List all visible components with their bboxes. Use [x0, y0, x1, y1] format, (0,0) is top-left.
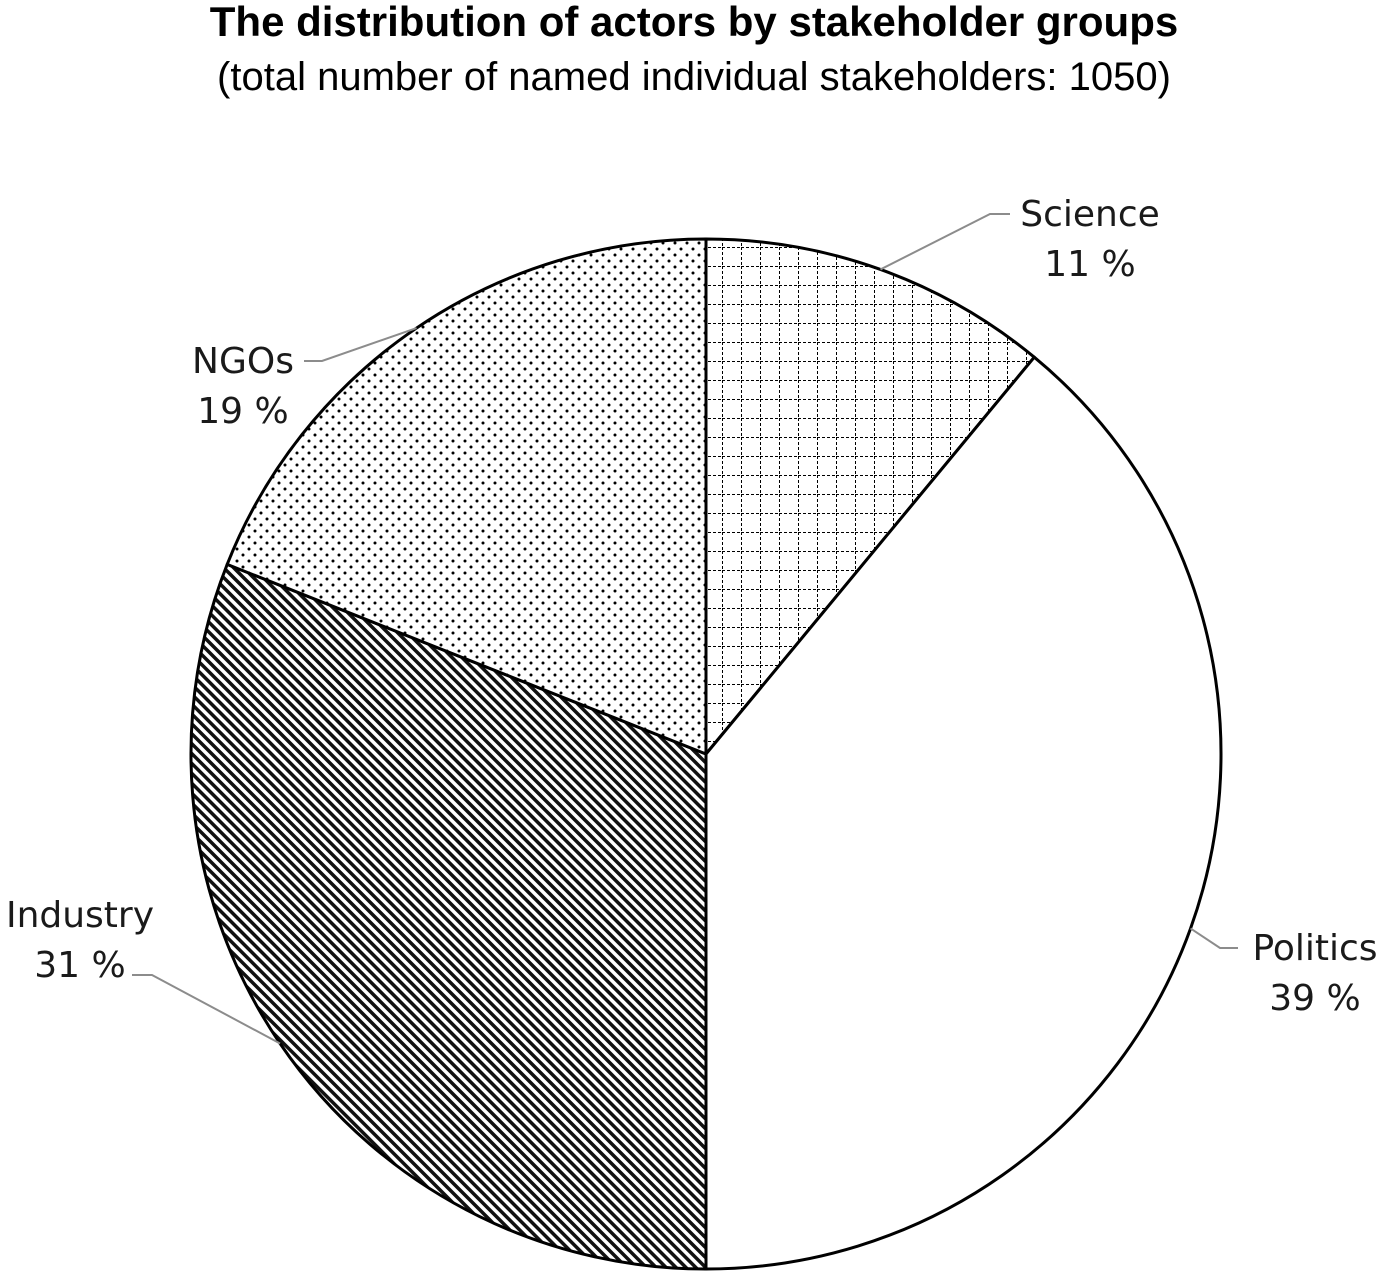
chart-subtitle: (total number of named individual stakeholders: 1050) — [217, 55, 1171, 99]
slice-value-politics: 39 % — [1269, 978, 1361, 1019]
slice-value-science: 11 % — [1044, 244, 1136, 285]
slice-label-industry: Industry — [5, 895, 155, 936]
pie-slices — [191, 239, 1221, 1269]
chart-title: The distribution of actors by stakeholder groups — [209, 0, 1179, 45]
leader-line-politics — [1191, 928, 1238, 948]
slice-value-ngos: 19 % — [197, 391, 289, 432]
slice-label-ngos: NGOs — [192, 341, 294, 382]
slice-label-science: Science — [1020, 194, 1160, 235]
slice-label-politics: Politics — [1252, 928, 1378, 969]
slice-value-industry: 31 % — [34, 945, 126, 986]
leader-line-science — [880, 214, 1010, 269]
